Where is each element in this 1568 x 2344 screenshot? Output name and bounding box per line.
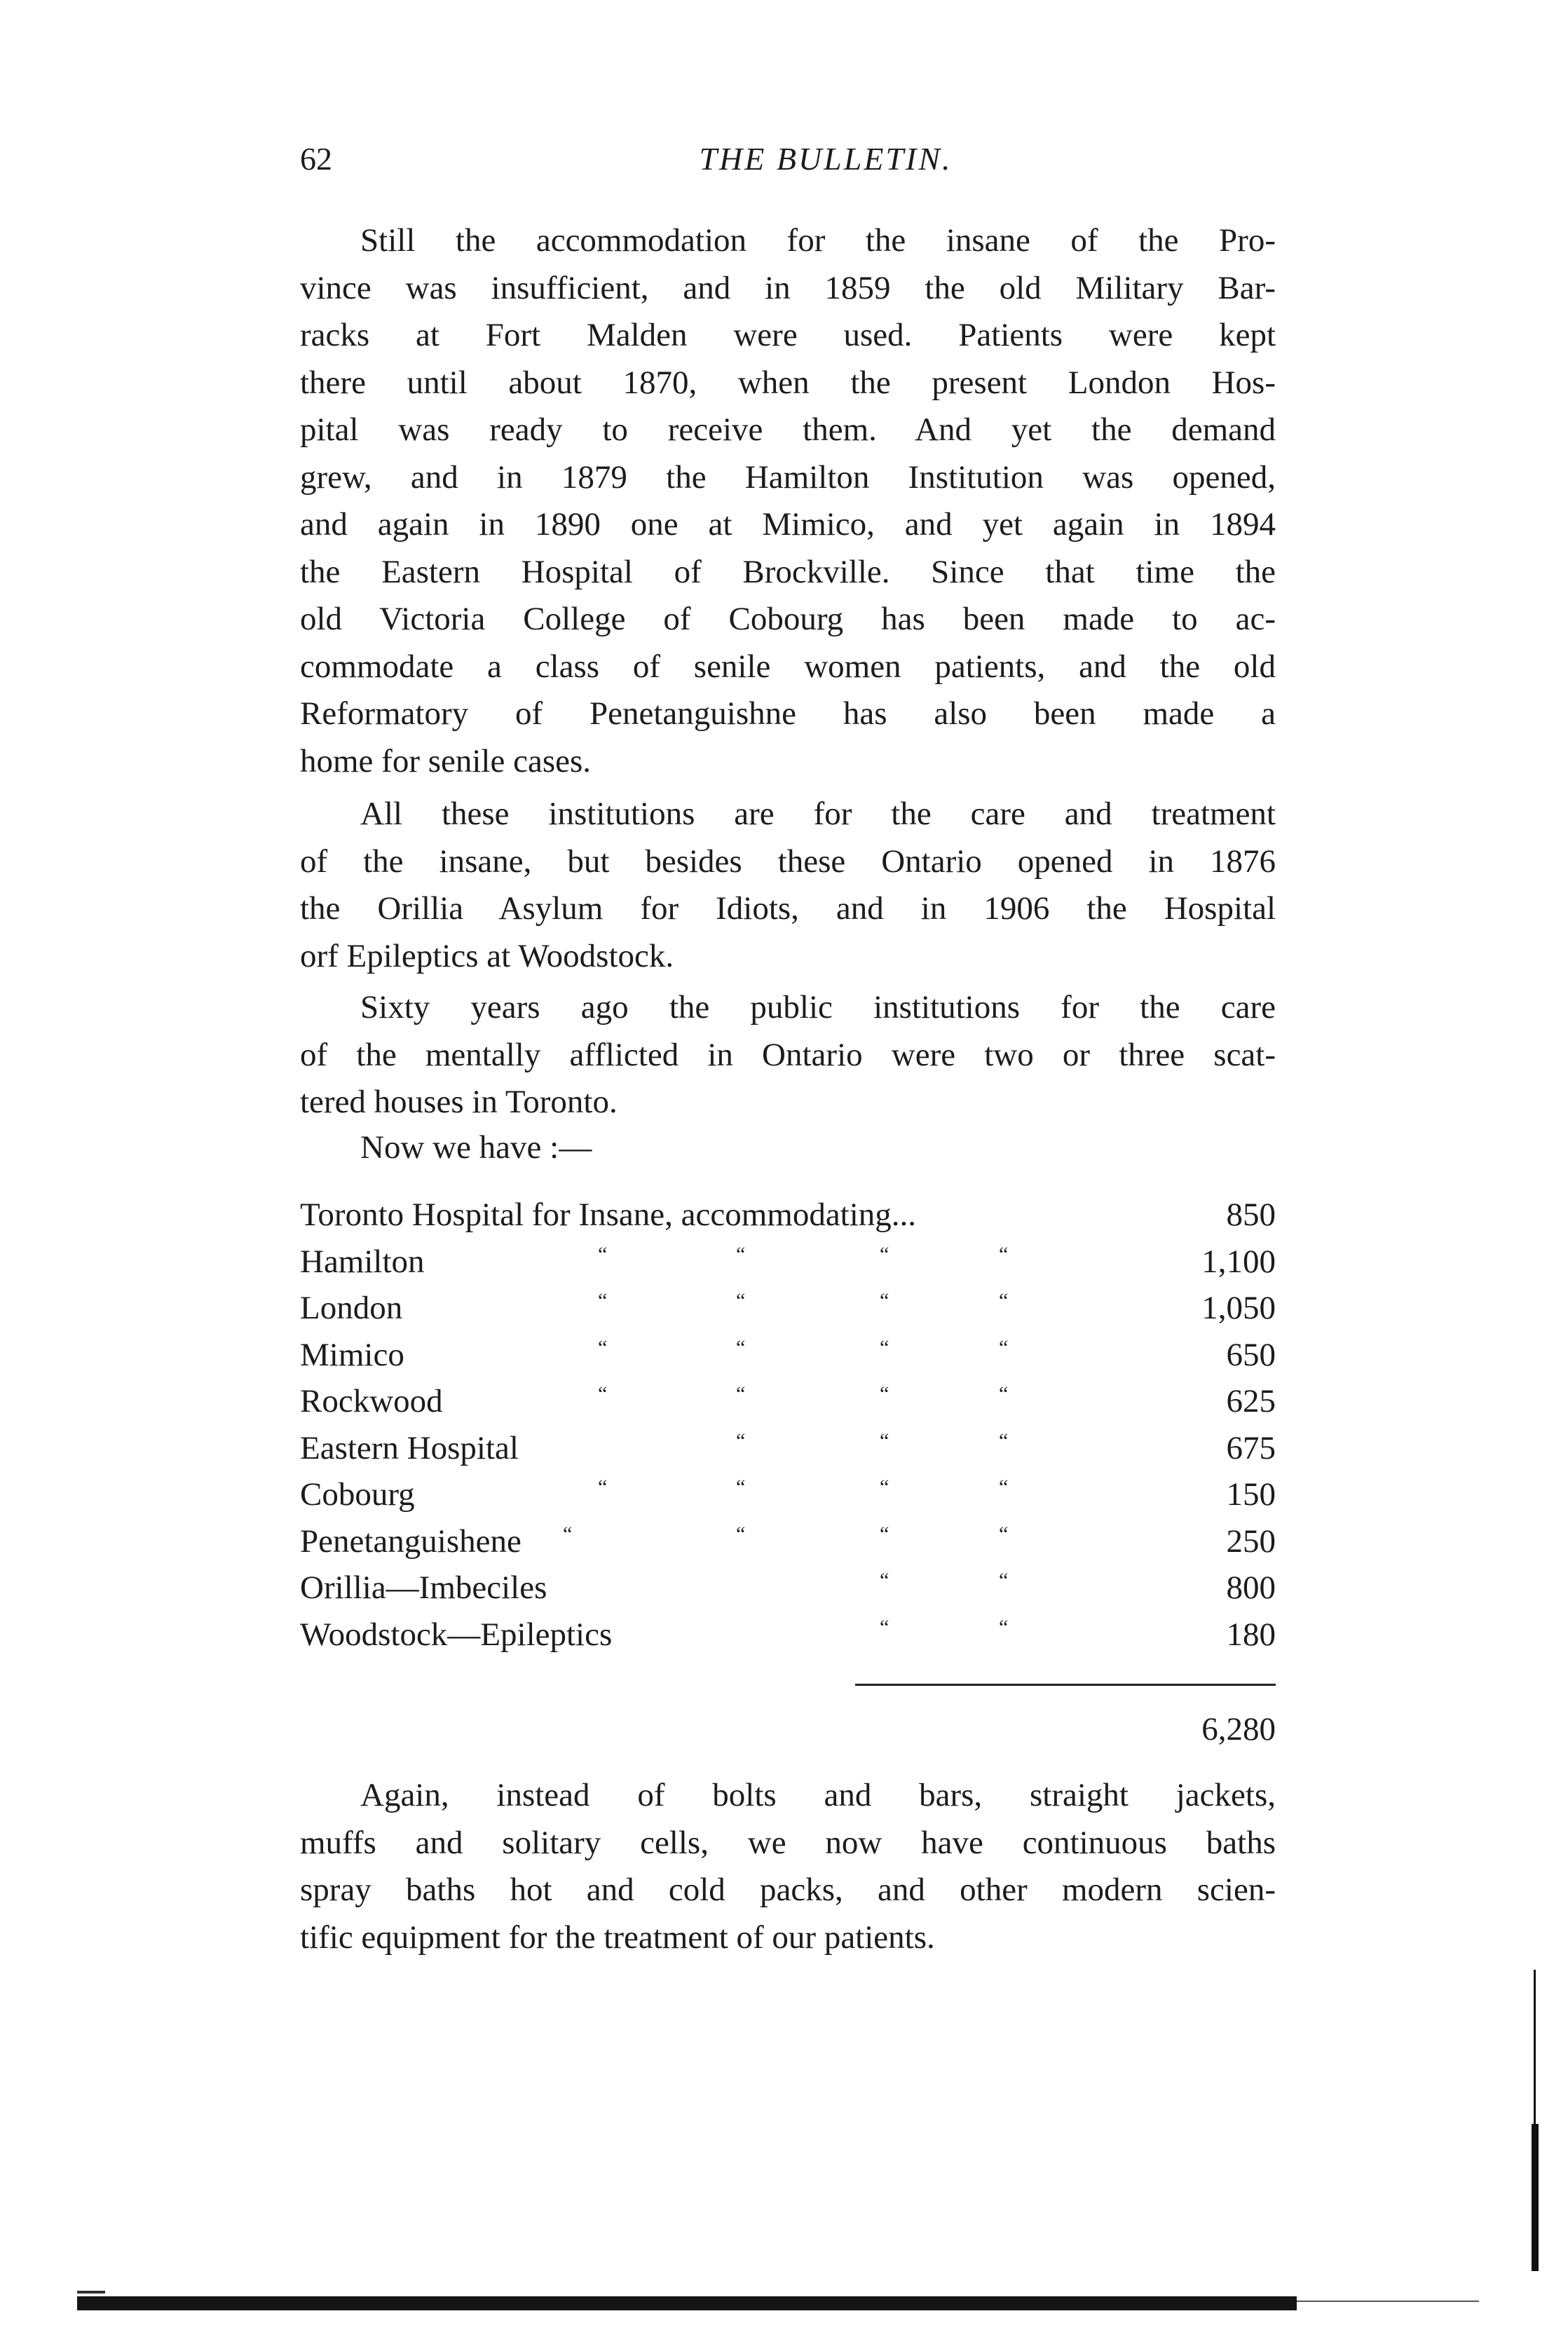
ditto-mark: “	[999, 1382, 1009, 1405]
ditto-mark: “	[736, 1335, 746, 1359]
paragraph-3	[300, 984, 1276, 1126]
ditto-mark: “	[999, 1335, 1009, 1359]
capacity-value: 625	[1226, 1383, 1276, 1419]
ditto-mark: “	[880, 1382, 889, 1405]
capacity-value: 1,100	[1201, 1243, 1276, 1280]
institution-name: London	[300, 1290, 403, 1326]
capacity-value: 1,050	[1201, 1290, 1276, 1326]
page-edge-mark	[1530, 1970, 1540, 2271]
ditto-mark: “	[736, 1382, 746, 1405]
institution-name: Orillia—Imbeciles	[300, 1569, 547, 1606]
table-row	[300, 1192, 1276, 1239]
text-line: home for senile cases.	[300, 742, 592, 779]
institutions-table	[300, 1192, 1276, 1658]
capacity-value: 180	[1226, 1616, 1276, 1653]
ditto-mark: “	[999, 1289, 1009, 1312]
text-line: tific equipment for the treatment of our patients.	[300, 1919, 935, 1956]
institution-name: Penetanguishene	[300, 1522, 521, 1560]
text-line: Reformatory of Penetanguishne has also been made a	[300, 695, 1276, 732]
total-value: 6,280	[1201, 1711, 1276, 1747]
text-line: grew, and in 1879 the Hamilton Institution was opened,	[300, 458, 1276, 496]
institution-name: Cobourg	[300, 1476, 415, 1513]
ditto-mark: “	[736, 1429, 746, 1452]
ditto-mark: “	[999, 1242, 1009, 1266]
total-rule	[855, 1684, 1276, 1686]
paragraph-4	[300, 1772, 1276, 1961]
table-row	[300, 1425, 1276, 1472]
text-line: of the mentally afflicted in Ontario were two or three scat-	[300, 1036, 1276, 1073]
ditto-mark: “	[999, 1476, 1009, 1499]
ditto-mark: “	[999, 1522, 1009, 1546]
text-line: there until about 1870, when the present London Hos-	[300, 364, 1276, 401]
capacity-value: 850	[1226, 1197, 1276, 1233]
text-line: commodate a class of senile women patients, and the old	[300, 648, 1276, 685]
text-line: Sixty years ago the public institutions for the care	[360, 989, 1276, 1026]
text-line: and again in 1890 one at Mimico, and yet again in 1894	[300, 506, 1276, 543]
table-row	[300, 1471, 1276, 1518]
text-line: Again, instead of bolts and bars, straight jackets,	[360, 1777, 1276, 1813]
ditto-mark: “	[880, 1289, 889, 1312]
ditto-mark: “	[598, 1289, 608, 1312]
text-line: the Orillia Asylum for Idiots, and in 1906 the Hospital	[300, 890, 1276, 927]
page-number: 62	[300, 141, 332, 177]
text-line: of the insane, but besides these Ontario opened in 1876	[300, 843, 1276, 880]
institution-name: Hamilton	[300, 1243, 425, 1280]
ditto-mark: “	[999, 1615, 1009, 1639]
ditto-mark: “	[736, 1476, 746, 1499]
text-line: the Eastern Hospital of Brockville. Since that time the	[300, 553, 1276, 590]
ditto-mark: “	[736, 1289, 746, 1312]
table-row	[300, 1332, 1276, 1379]
text-line: tered houses in Toronto.	[300, 1084, 618, 1120]
ditto-mark: “	[880, 1522, 889, 1546]
ditto-mark: “	[999, 1429, 1009, 1452]
ditto-mark: “	[736, 1522, 746, 1546]
institution-name: Toronto Hospital for Insane, accommodating...	[300, 1197, 917, 1233]
ditto-mark: “	[598, 1335, 608, 1359]
institution-name: Woodstock—Epileptics	[300, 1616, 613, 1653]
table-row	[300, 1612, 1276, 1658]
ditto-mark: “	[880, 1476, 889, 1499]
text-line: Still the accommodation for the insane of the Pro-	[360, 222, 1276, 259]
text-line: orf Epileptics at Woodstock.	[300, 937, 674, 974]
ditto-mark: “	[736, 1242, 746, 1266]
ditto-mark: “	[880, 1335, 889, 1359]
table-row	[300, 1518, 1276, 1565]
capacity-value: 650	[1226, 1336, 1276, 1373]
ditto-mark: “	[880, 1429, 889, 1452]
text-line: spray baths hot and cold packs, and other modern scien-	[300, 1872, 1276, 1908]
ditto-mark: “	[999, 1569, 1009, 1592]
table-row	[300, 1565, 1276, 1612]
institution-name: Mimico	[300, 1336, 404, 1373]
institution-name: Rockwood	[300, 1383, 443, 1419]
paragraph-2	[300, 791, 1276, 980]
capacity-value: 800	[1226, 1569, 1276, 1606]
ditto-mark: “	[598, 1382, 608, 1405]
page-header	[300, 140, 1295, 196]
table-row	[300, 1239, 1276, 1286]
scan-bottom-border	[77, 2291, 1479, 2312]
ditto-mark: “	[880, 1242, 889, 1266]
running-title: THE BULLETIN.	[699, 141, 953, 177]
capacity-value: 150	[1226, 1476, 1276, 1513]
text-line: muffs and solitary cells, we now have continuous baths	[300, 1824, 1276, 1861]
paragraph-1	[300, 217, 1276, 785]
ditto-mark: “	[598, 1242, 608, 1266]
text-line: All these institutions are for the care and treatment	[360, 796, 1276, 832]
table-row	[300, 1378, 1276, 1425]
ditto-mark: “	[880, 1615, 889, 1639]
capacity-value: 675	[1226, 1429, 1276, 1466]
text-line: vince was insufficient, and in 1859 the old Military Bar-	[300, 269, 1276, 306]
ditto-mark: “	[598, 1476, 608, 1499]
table-row	[300, 1285, 1276, 1332]
text-line: old Victoria College of Cobourg has been made to ac-	[300, 601, 1276, 637]
institution-name: Eastern Hospital	[300, 1429, 519, 1466]
ditto-mark: “	[880, 1569, 889, 1592]
ditto-mark: “	[563, 1522, 573, 1546]
capacity-value: 250	[1226, 1522, 1276, 1560]
table-intro: Now we have :—	[360, 1129, 592, 1166]
text-line: pital was ready to receive them. And yet the demand	[300, 411, 1276, 448]
text-line: racks at Fort Malden were used. Patients were kept	[300, 317, 1276, 353]
